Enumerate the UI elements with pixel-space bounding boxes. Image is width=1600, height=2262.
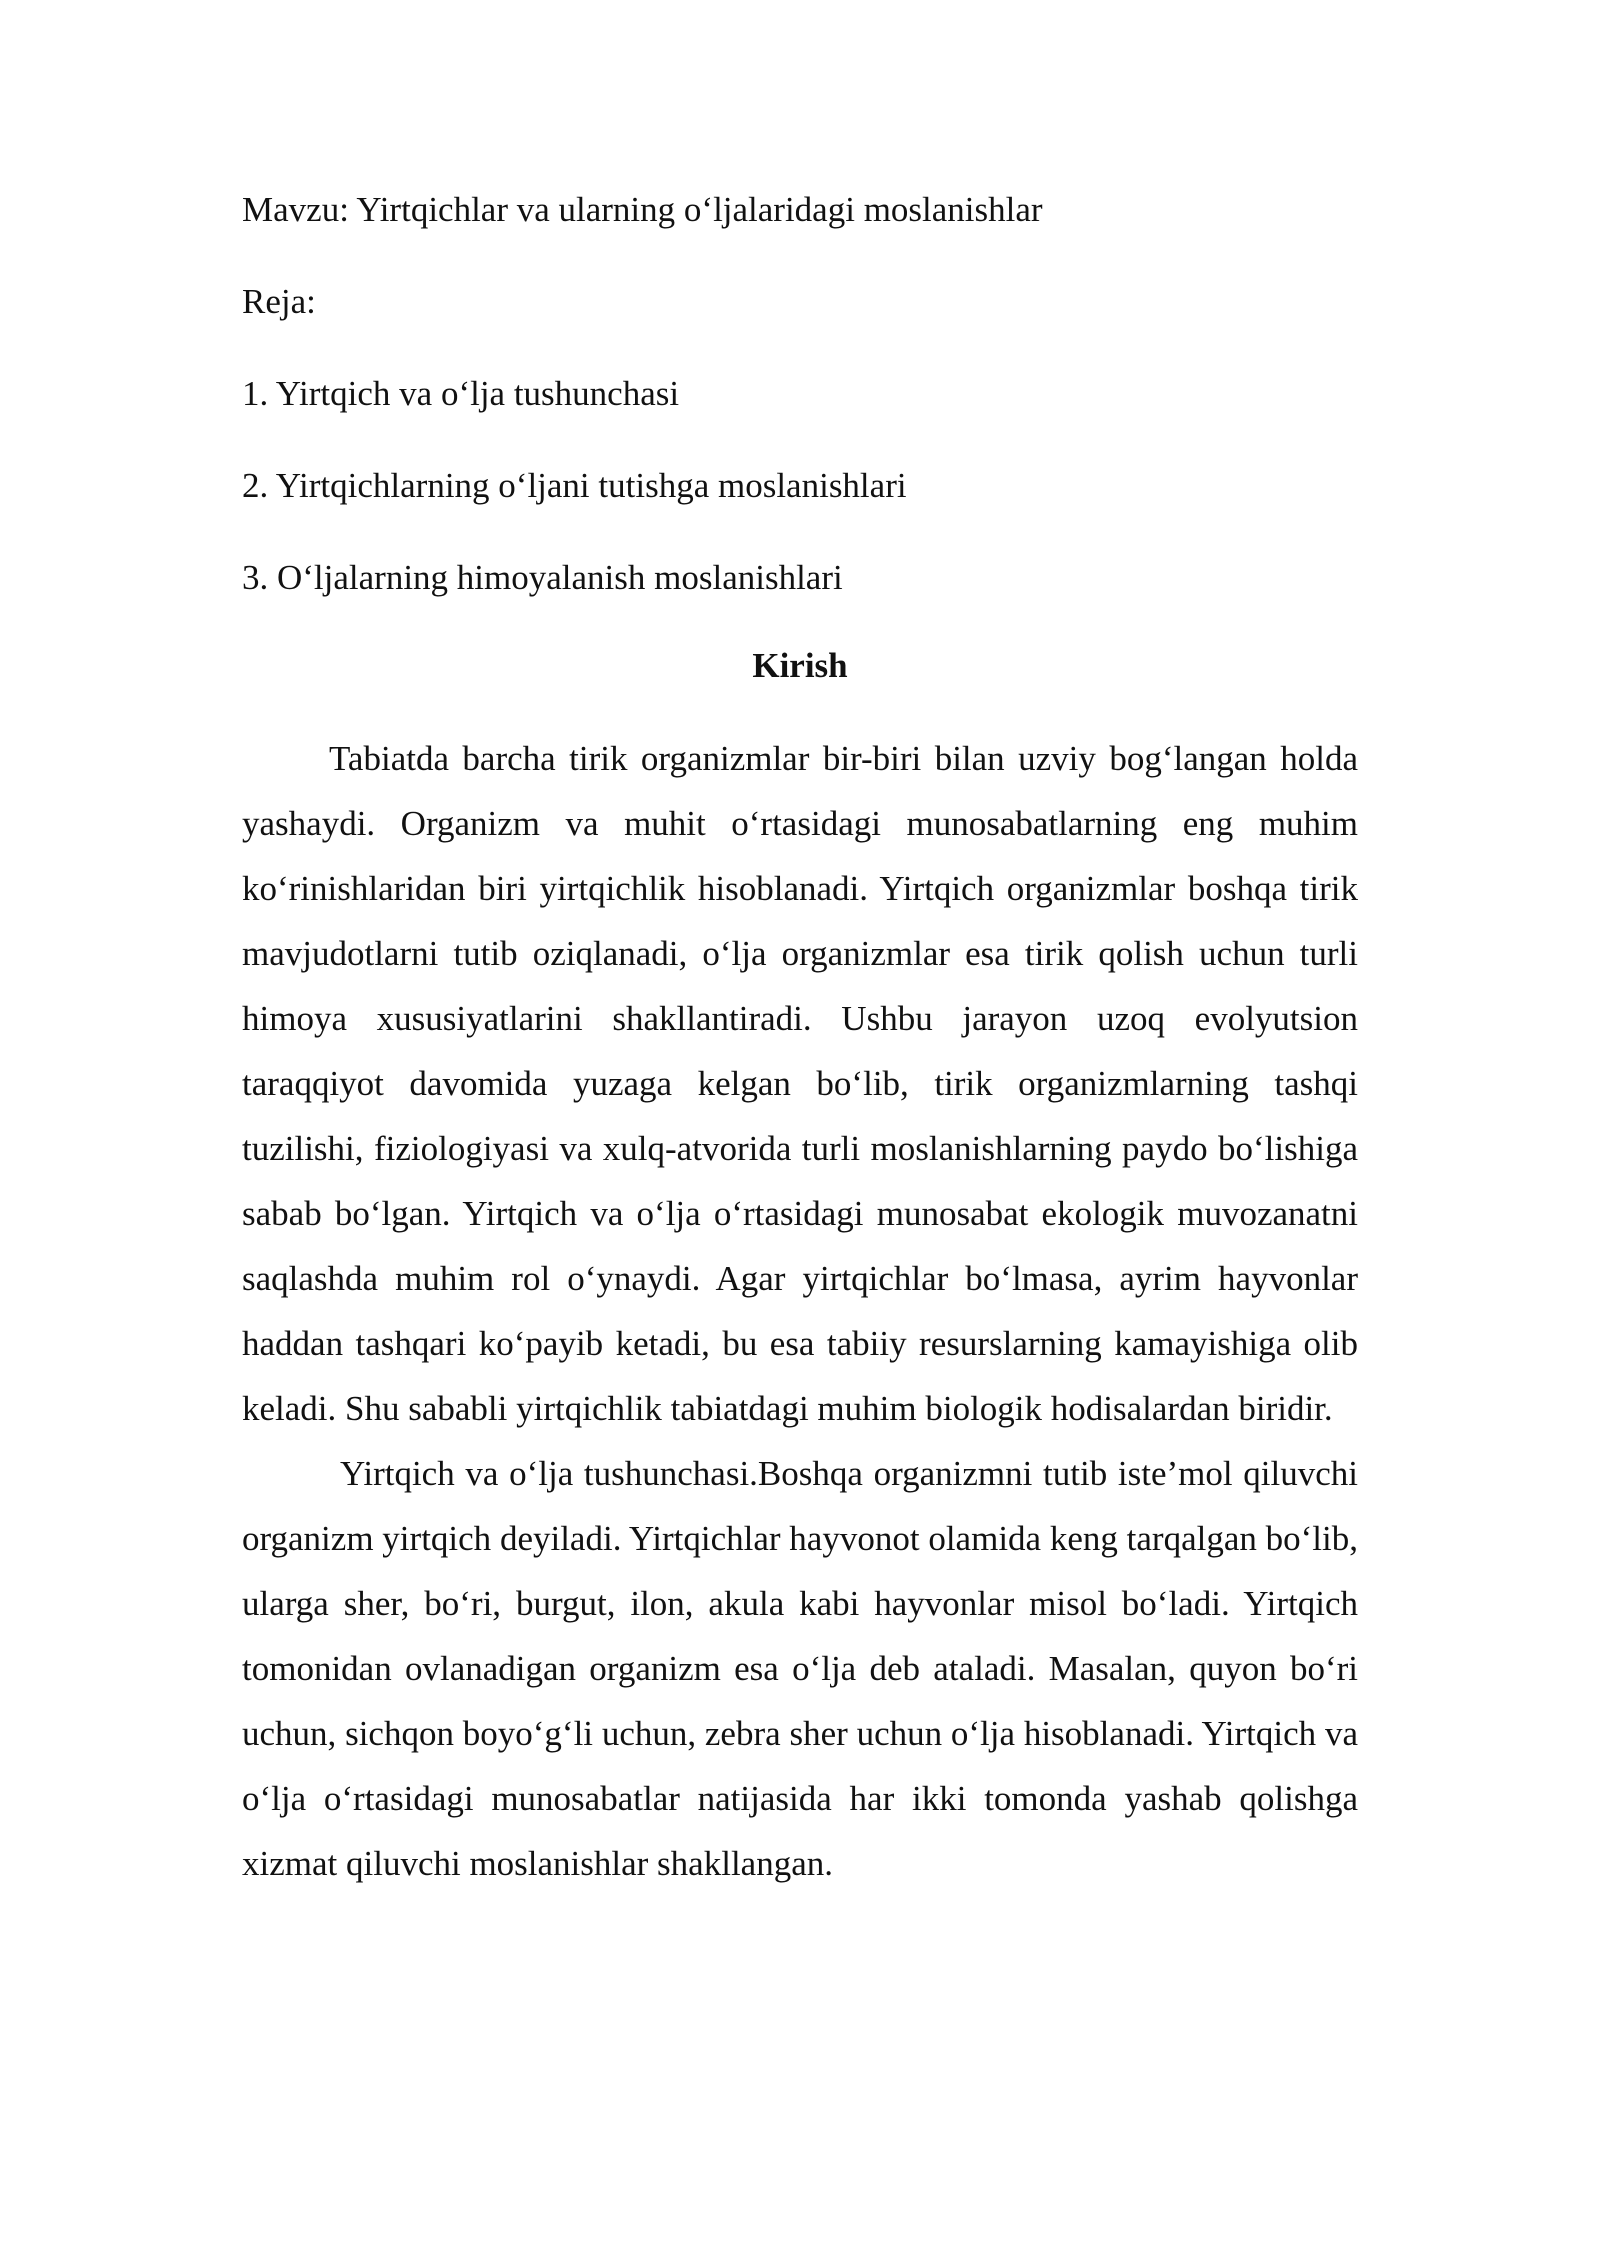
paragraph-definition: Yirtqich va o‘lja tushunchasi.Boshqa organizmni tutib iste’mol qiluvchi organizm yirtqich deyiladi. Yirtqichlar hayvonot olamida keng tarqalgan bo‘lib, ularga sher, bo‘ri, burgut, ilon, akula kabi hayvonlar misol bo‘ladi. Yirtqich tomonidan ovlanadigan organizm esa o‘lja deb ataladi. Masalan, quyon bo‘ri uchun, sichqon boyo‘g‘li uchun, zebra sher uchun o‘lja hisoblanadi. Yirtqich va o‘lja o‘rtasidagi munosabatlar natijasida har ikki tomonda yashab qolishga xizmat qiluvchi moslanishlar shakllangan. bbox=[242, 1454, 1358, 1883]
plan-item-3: 3. O‘ljalarning himoyalanish moslanishlari bbox=[242, 558, 843, 597]
plan-label: Reja: bbox=[242, 282, 316, 321]
section-heading: Kirish bbox=[752, 646, 848, 685]
paragraph-intro: Tabiatda barcha tirik organizmlar bir-biri bilan uzviy bog‘langan holda yashaydi. Organizm va muhit o‘rtasidagi munosabatlarning eng muhim ko‘rinishlaridan biri yirtqichlik hisoblanadi. Yirtqich organizmlar boshqa tirik mavjudotlarni tutib oziqlanadi, o‘lja organizmlar esa tirik qolish uchun turli himoya xususiyatlarini shakllantiradi. Ushbu jarayon uzoq evolyutsion taraqqiyot davomida yuzaga kelgan bo‘lib, tirik organizmlarning tashqi tuzilishi, fiziologiyasi va xulq-atvorida turli moslanishlarning paydo bo‘lishiga sabab bo‘lgan. Yirtqich va o‘lja o‘rtasidagi munosabat ekologik muvozanatni saqlashda muhim rol o‘ynaydi. Agar yirtqichlar bo‘lmasa, ayrim hayvonlar haddan tashqari ko‘payib ketadi, bu esa tabiiy resurslarning kamayishiga olib keladi. Shu sababli yirtqichlik tabiatdagi muhim biologik hodisalardan biridir. bbox=[242, 739, 1358, 1428]
plan-item-2: 2. Yirtqichlarning o‘ljani tutishga moslanishlari bbox=[242, 466, 907, 505]
document-page bbox=[242, 190, 1358, 1896]
document-topic: Mavzu: Yirtqichlar va ularning o‘ljalaridagi moslanishlar bbox=[242, 190, 1043, 229]
plan-item-1: 1. Yirtqich va o‘lja tushunchasi bbox=[242, 374, 680, 413]
